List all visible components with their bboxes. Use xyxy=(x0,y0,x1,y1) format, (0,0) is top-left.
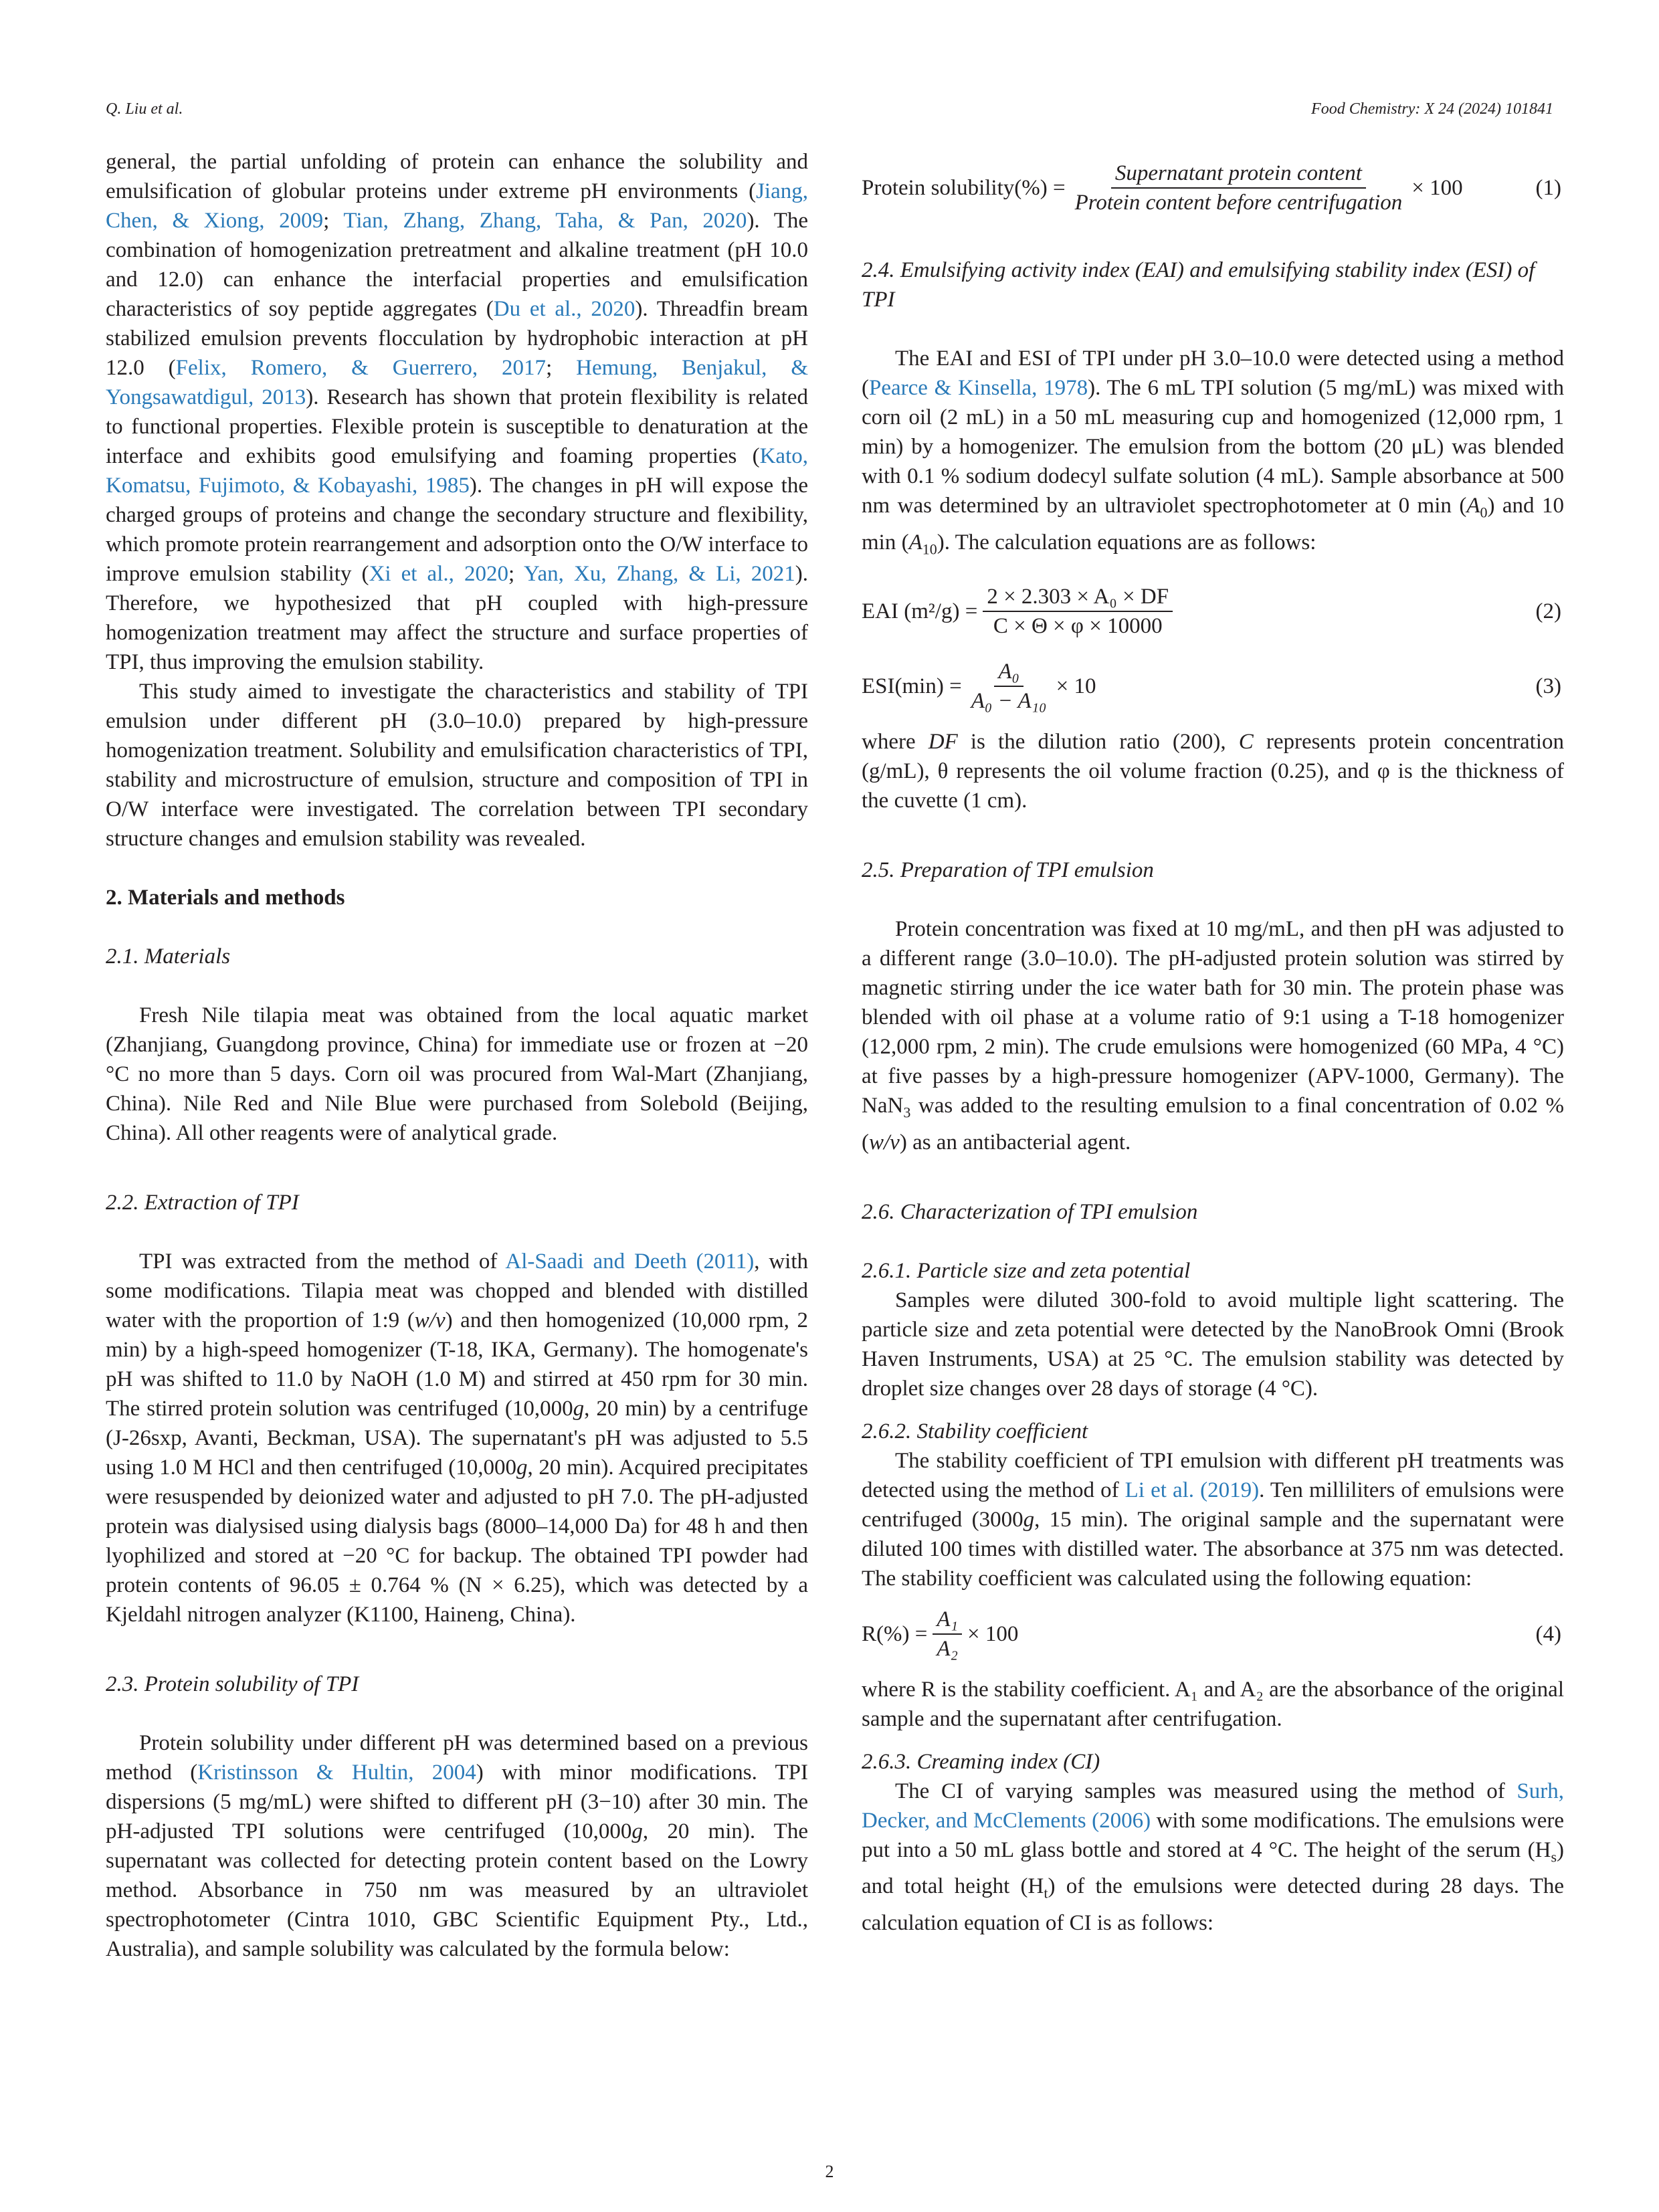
fraction-numerator: A₀ xyxy=(994,659,1023,687)
text-run: w/v xyxy=(414,1308,446,1332)
text-run: ). The calculation equations are as follows: xyxy=(937,530,1316,555)
text-run: is the dilution ratio (200), xyxy=(957,730,1239,755)
equation-fraction xyxy=(1071,161,1407,215)
equation-tail: × 10 xyxy=(1056,674,1096,699)
text-run: , 20 min). The supernatant was collected for detecting protein content based on the Lowry method. Absorbance in 750 nm was measured by an ultraviolet spectrophotometer (Cintra 1010, GBC Scientific Equipment Pty., Ltd., Australia), and sample solubility was calculated by the formula below: xyxy=(106,1819,808,1961)
citation-link[interactable]: Jiang, Chen, & Xiong, 2009 xyxy=(106,179,808,233)
subscript: 3 xyxy=(903,1104,911,1121)
text-run: ; xyxy=(508,562,524,586)
subsubsection-title-particle-size: 2.6.1. Particle size and zeta potential xyxy=(862,1258,1191,1283)
text-run: ). The 6 mL TPI solution (5 mg/mL) was mixed with corn oil (2 mL) in a 50 mL measuring cup and homogenized (12,000 rpm, 1 min) by a homogenizer. The emulsion from the bottom (20 μL) was blended with 0.1 % sodium dodecyl sulfate solution (4 mL). Sample absorbance at 500 nm was determined by an ultraviolet spectrophotometer at 0 min ( xyxy=(862,376,1564,518)
equation-tail: × 100 xyxy=(1411,176,1463,200)
text-run: ). The changes in pH will expose the charged groups of proteins and change the secondary structure and flexibility, which promote protein rearrangement and adsorption onto the O/W interface to improve emulsion stability ( xyxy=(106,474,808,586)
equation-fraction xyxy=(933,1607,962,1662)
text-run: , 20 min). Acquired precipitates were resuspended by deionized water and adjusted to pH 7.0. The pH-adjusted protein was dialysised using dialysis bags (8000–14,000 Da) for 48 h and then lyophilized and stored at −20 °C for backup. The obtained TPI powder had protein contents of 96.05 ± 0.764 % (N × 6.25), which was detected by a Kjeldahl nitrogen analyzer (K1100, Haineng, China). xyxy=(106,1455,808,1627)
text-run: g xyxy=(1023,1507,1035,1532)
fraction-numerator: 2 × 2.303 × A₀ × DF xyxy=(983,584,1173,612)
text-run: ). Threadfin bream stabilized emulsion prevents flocculation by hydrophobic interaction at pH 12.0 ( xyxy=(106,297,808,380)
text-run: was added to the resulting emulsion to a final concentration of 0.02 % ( xyxy=(862,1094,1564,1154)
left-column xyxy=(106,147,808,1964)
text-run: The EAI and ESI of TPI under pH 3.0–10.0 were detected using a method ( xyxy=(862,346,1564,400)
citation-link[interactable]: Kato, Komatsu, Fujimoto, & Kobayashi, 1985 xyxy=(106,444,808,498)
citation-link[interactable]: Xi et al., 2020 xyxy=(369,562,508,586)
text-run: , 15 min). The original sample and the supernatant were diluted 100 times with distilled water. The absorbance at 375 nm was detected. The stability coefficient was calculated using the following equation: xyxy=(862,1507,1564,1591)
text-run: g xyxy=(516,1455,528,1480)
equation-fraction xyxy=(983,584,1173,639)
text-run: w/v xyxy=(869,1130,900,1154)
text-run: ; xyxy=(323,209,344,233)
eai-esi-paragraph xyxy=(862,344,1564,564)
subsection-title-extraction: 2.2. Extraction of TPI xyxy=(106,1191,299,1215)
text-run: with some modifications. The emulsions were put into a 50 mL glass bottle and stored at 4 °C. The height of the serum (H xyxy=(862,1808,1564,1862)
section-title-materials-methods: 2. Materials and methods xyxy=(106,886,345,910)
text-run: Protein solubility under different pH was determined based on a previous method ( xyxy=(106,1731,808,1785)
equation-lhs: EAI (m²/g) = xyxy=(862,599,978,624)
fraction-denominator: C × Θ × φ × 10000 xyxy=(993,614,1163,639)
equation-1 xyxy=(862,161,1564,215)
citation-link[interactable]: Du et al., 2020 xyxy=(493,297,636,321)
citation-link[interactable]: Al-Saadi and Deeth (2011) xyxy=(505,1249,755,1274)
page-number: 2 xyxy=(825,2162,834,2181)
text-run: , with some modifications. Tilapia meat was chopped and blended with distilled water with the proportion of 1:9 ( xyxy=(106,1249,809,1332)
subscript: 10 xyxy=(922,540,937,558)
text-run: general, the partial unfolding of protein can enhance the solubility and emulsification of globular proteins under extreme pH environments ( xyxy=(106,150,808,203)
text-run: g xyxy=(573,1397,585,1421)
text-run: ). Research has shown that protein flexibility is related to functional properties. Flexible protein is susceptible to denaturation at the interface and exhibits good emulsifying and foaming properties ( xyxy=(106,385,808,468)
stability-where-paragraph: where R is the stability coefficient. A₁ and A₂ are the absorbance of the original sample and the supernatant after centrifugation. xyxy=(862,1677,1564,1731)
text-run: The CI of varying samples was measured using the method of xyxy=(895,1779,1517,1803)
intro-paragraph-2: This study aimed to investigate the characteristics and stability of TPI emulsion under different pH (3.0–10.0) prepared by high-pressure homogenization treatment. Solubility and emulsification characteristics of TPI, stability and microstructure of emulsion, structure and composition of TPI in O/W interface were investigated. The correlation between TPI secondary structure changes and emulsion stability was revealed. xyxy=(106,680,808,851)
equation-lhs: R(%) = xyxy=(862,1621,928,1646)
materials-paragraph: Fresh Nile tilapia meat was obtained from the local aquatic market (Zhanjiang, Guangdong province, China) for immediate use or frozen at −20 °C no more than 5 days. Corn oil was procured from Wal-Mart (Zhanjiang, China). Nile Red and Nile Blue were purchased from Solebold (Beijing, China). All other reagents were of analytical grade. xyxy=(106,1003,808,1145)
text-run: C xyxy=(1238,730,1254,755)
equation-tail: × 100 xyxy=(967,1621,1019,1646)
text-run: ) and total height (H xyxy=(862,1837,1564,1899)
stability-paragraph xyxy=(862,1446,1564,1593)
fraction-denominator: A₀ − A₁₀ xyxy=(971,689,1047,714)
subsection-title-materials: 2.1. Materials xyxy=(106,944,231,969)
text-run: ) and 10 min ( xyxy=(862,494,1564,555)
text-run: ). The combination of homogenization pretreatment and alkaline treatment (pH 10.0 and 12.0) can enhance the interfacial properties and emulsification characteristics of soy peptide aggregates ( xyxy=(106,209,808,321)
subscript: s xyxy=(1551,1848,1557,1866)
equation-lhs: Protein solubility(%) = xyxy=(862,176,1066,200)
subsubsection-title-creaming: 2.6.3. Creaming index (CI) xyxy=(862,1749,1100,1774)
text-run: , 20 min) by a centrifuge (J-26sxp, Avanti, Beckman, USA). The supernatant's pH was adjusted to 5.5 using 1.0 M HCl and then centrifuged (10,000 xyxy=(106,1397,808,1480)
subsection-title-solubility: 2.3. Protein solubility of TPI xyxy=(106,1672,359,1696)
creaming-paragraph xyxy=(862,1777,1564,1938)
extraction-paragraph xyxy=(106,1247,808,1629)
citation-link[interactable]: Felix, Romero, & Guerrero, 2017 xyxy=(175,356,547,380)
right-column xyxy=(862,147,1564,1938)
subsection-title-characterization: 2.6. Characterization of TPI emulsion xyxy=(862,1199,1198,1224)
subsection-title-preparation: 2.5. Preparation of TPI emulsion xyxy=(862,858,1154,883)
subsection-title-eai-esi: 2.4. Emulsifying activity index (EAI) and emulsifying stability index (ESI) of TPI xyxy=(862,258,1535,312)
equation-3 xyxy=(862,659,1564,714)
equation-4 xyxy=(862,1607,1564,1662)
equation-number: (4) xyxy=(1535,1621,1561,1646)
text-run: ; xyxy=(546,356,577,380)
text-run: represents protein concentration (g/mL), θ represents the oil volume fraction (0.25), and φ is the thickness of the cuvette (1 cm). xyxy=(862,730,1564,813)
text-run: A xyxy=(908,530,922,555)
text-run: ) of the emulsions were detected during 28 days. The calculation equation of CI is as follows: xyxy=(862,1874,1564,1935)
solubility-paragraph xyxy=(106,1728,808,1964)
subscript: 0 xyxy=(1480,504,1488,521)
fraction-numerator: Supernatant protein content xyxy=(1111,161,1366,189)
text-run: A xyxy=(1466,494,1480,518)
equation-number: (3) xyxy=(1535,674,1561,699)
text-run: where xyxy=(862,730,929,755)
text-run: . Ten milliliters of emulsions were centrifuged (3000 xyxy=(862,1478,1564,1532)
text-run: g xyxy=(631,1819,643,1843)
subsubsection-title-stability: 2.6.2. Stability coefficient xyxy=(862,1419,1088,1443)
citation-link[interactable]: Surh, Decker, and McClements (2006) xyxy=(862,1779,1564,1833)
text-run: ) with minor modifications. TPI dispersions (5 mg/mL) were shifted to different pH (3−10) after 30 min. The pH-adjusted TPI solutions were centrifuged (10,000 xyxy=(106,1761,809,1843)
fraction-denominator: A₂ xyxy=(937,1636,958,1661)
fraction-numerator: A₁ xyxy=(933,1607,962,1635)
preparation-paragraph xyxy=(862,914,1564,1157)
subscript: t xyxy=(1044,1884,1048,1902)
intro-paragraph-1 xyxy=(106,147,808,677)
equation-number: (2) xyxy=(1535,599,1561,624)
citation-link[interactable]: Kristinsson & Hultin, 2004 xyxy=(197,1761,476,1785)
text-run: ). Therefore, we hypothesized that pH coupled with high-pressure homogenization treatment may affect the structure and surface properties of TPI, thus improving the emulsion stability. xyxy=(106,562,808,674)
running-header-authors: Q. Liu et al. xyxy=(106,100,183,118)
text-run: Protein concentration was fixed at 10 mg/mL, and then pH was adjusted to a different range (3.0–10.0). The pH-adjusted protein solution was stirred by magnetic stirring under the ice water bath for 30 min. The protein phase was blended with oil phase at a volume ratio of 9:1 using a T-18 homogenizer (12,000 rpm, 2 min). The crude emulsions were homogenized (60 MPa, 4 °C) at five passes by a high-pressure homogenizer (APV-1000, Germany). The NaN xyxy=(862,917,1564,1118)
text-run: ) as an antibacterial agent. xyxy=(899,1130,1131,1154)
citation-link[interactable]: Pearce & Kinsella, 1978 xyxy=(869,376,1088,400)
text-run: DF xyxy=(928,730,958,755)
citation-link[interactable]: Tian, Zhang, Zhang, Taha, & Pan, 2020 xyxy=(343,209,747,233)
particle-size-paragraph: Samples were diluted 300-fold to avoid multiple light scattering. The particle size and zeta potential were detected by the NanoBrook Omni (Brook Haven Instruments, USA) at 25 °C. The emulsion stability was detected by droplet size changes over 28 days of storage (4 °C). xyxy=(862,1288,1564,1401)
running-header-journal: Food Chemistry: X 24 (2024) 101841 xyxy=(1311,100,1553,118)
equation-number: (1) xyxy=(1535,176,1561,200)
text-run: TPI was extracted from the method of xyxy=(139,1249,506,1274)
fraction-denominator: Protein content before centrifugation xyxy=(1074,191,1403,215)
equation-fraction xyxy=(967,659,1051,714)
citation-link[interactable]: Li et al. (2019) xyxy=(1125,1478,1260,1502)
citation-link[interactable]: Hemung, Benjakul, & Yongsawatdigul, 2013 xyxy=(106,356,808,409)
eai-where-paragraph xyxy=(862,727,1564,815)
equation-2 xyxy=(862,584,1564,639)
citation-link[interactable]: Yan, Xu, Zhang, & Li, 2021 xyxy=(524,562,795,586)
text-run: The stability coefficient of TPI emulsion with different pH treatments was detected using the method of xyxy=(862,1448,1564,1502)
text-run: ) and then homogenized (10,000 rpm, 2 min) by a high-speed homogenizer (T-18, IKA, Germany). The homogenate's pH was shifted to 11.0 by NaOH (1.0 M) and stirred at 450 rpm for 30 min. The stirred protein solution was centrifuged (10,000 xyxy=(106,1308,808,1421)
equation-lhs: ESI(min) = xyxy=(862,674,962,699)
